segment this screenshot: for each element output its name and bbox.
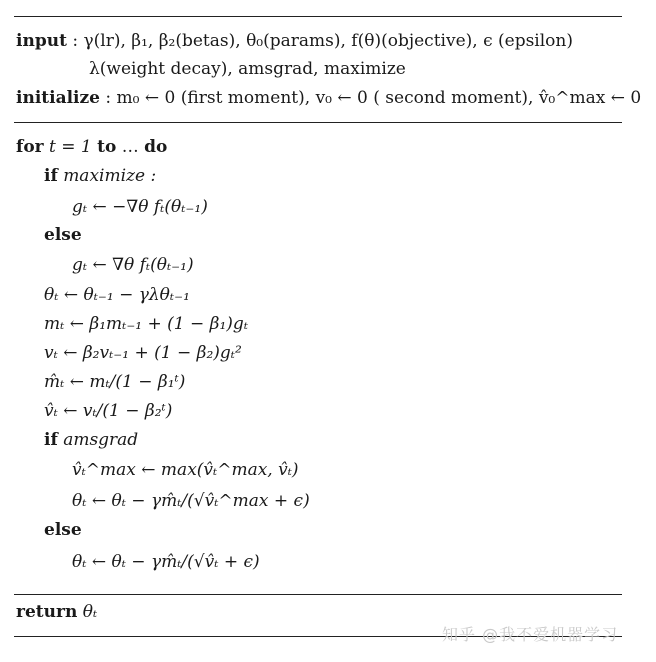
initialize-sep: : xyxy=(105,88,112,108)
body-rule xyxy=(14,594,622,595)
v-hat-line xyxy=(44,400,172,422)
m-hat: m̂ₜ ← mₜ/(1 − β₁ᵗ) xyxy=(44,372,186,392)
if-maximize-cond: maximize : xyxy=(63,166,157,186)
input-label: input xyxy=(16,31,67,51)
else-keyword: else xyxy=(44,225,82,245)
input-line-2 xyxy=(89,58,406,80)
if-keyword-2: if xyxy=(44,430,58,450)
grad-pos-line xyxy=(72,254,194,276)
m-hat-line xyxy=(44,371,185,393)
initialize-label: initialize xyxy=(16,88,100,108)
watermark: 知乎 @我不爱机器学习 xyxy=(442,625,619,644)
input-line xyxy=(16,30,573,52)
theta-amsgrad: θₜ ← θₜ − γm̂ₜ/(√v̂ₜ^max + ϵ) xyxy=(72,491,310,511)
initialize-line xyxy=(16,87,641,109)
input-sep: : xyxy=(72,31,79,51)
for-keyword: for xyxy=(16,137,44,157)
top-rule xyxy=(14,16,622,17)
v-hat: v̂ₜ ← vₜ/(1 − β₂ᵗ) xyxy=(44,401,173,421)
theta-std-line xyxy=(72,551,260,573)
theta-decay: θₜ ← θₜ₋₁ − γλθₜ₋₁ xyxy=(44,285,190,305)
return-value: θₜ xyxy=(82,602,98,622)
if-keyword: if xyxy=(44,166,58,186)
to-keyword: to xyxy=(97,137,117,157)
theta-ams-line xyxy=(72,490,310,512)
theta-decay-line xyxy=(44,284,190,306)
vmax-update: v̂ₜ^max ← max(v̂ₜ^max, v̂ₜ) xyxy=(72,460,299,480)
return-line xyxy=(16,601,97,623)
grad-pos: gₜ ← ∇θ fₜ(θₜ₋₁) xyxy=(72,255,194,275)
for-range: t = 1 xyxy=(49,137,92,157)
if-amsgrad-line xyxy=(44,429,138,451)
grad-neg: gₜ ← −∇θ fₜ(θₜ₋₁) xyxy=(72,197,208,217)
input-params: γ(lr), β₁, β₂(betas), θ₀(params), f(θ)(objective), ϵ (epsilon) xyxy=(83,31,573,51)
grad-neg-line xyxy=(72,196,208,218)
if-maximize-line xyxy=(44,165,156,187)
vmax-line xyxy=(72,459,299,481)
initialize-values: m₀ ← 0 (first moment), v₀ ← 0 ( second moment), v̂₀^max ← 0 xyxy=(116,88,642,108)
m-update: mₜ ← β₁mₜ₋₁ + (1 − β₁)gₜ xyxy=(44,314,249,334)
v-update: vₜ ← β₂vₜ₋₁ + (1 − β₂)gₜ² xyxy=(44,343,242,363)
for-dots: … xyxy=(121,137,139,157)
m-update-line xyxy=(44,313,248,335)
header-rule xyxy=(14,122,622,123)
else-line-2 xyxy=(44,519,82,541)
if-amsgrad-cond: amsgrad xyxy=(63,430,139,450)
theta-standard: θₜ ← θₜ − γm̂ₜ/(√v̂ₜ + ϵ) xyxy=(72,552,260,572)
else-keyword-2: else xyxy=(44,520,82,540)
input-params-2: λ(weight decay), amsgrad, maximize xyxy=(89,59,406,79)
else-line-1 xyxy=(44,224,82,246)
do-keyword: do xyxy=(144,137,168,157)
return-keyword: return xyxy=(16,602,78,622)
for-line xyxy=(16,136,167,158)
v-update-line xyxy=(44,342,242,364)
